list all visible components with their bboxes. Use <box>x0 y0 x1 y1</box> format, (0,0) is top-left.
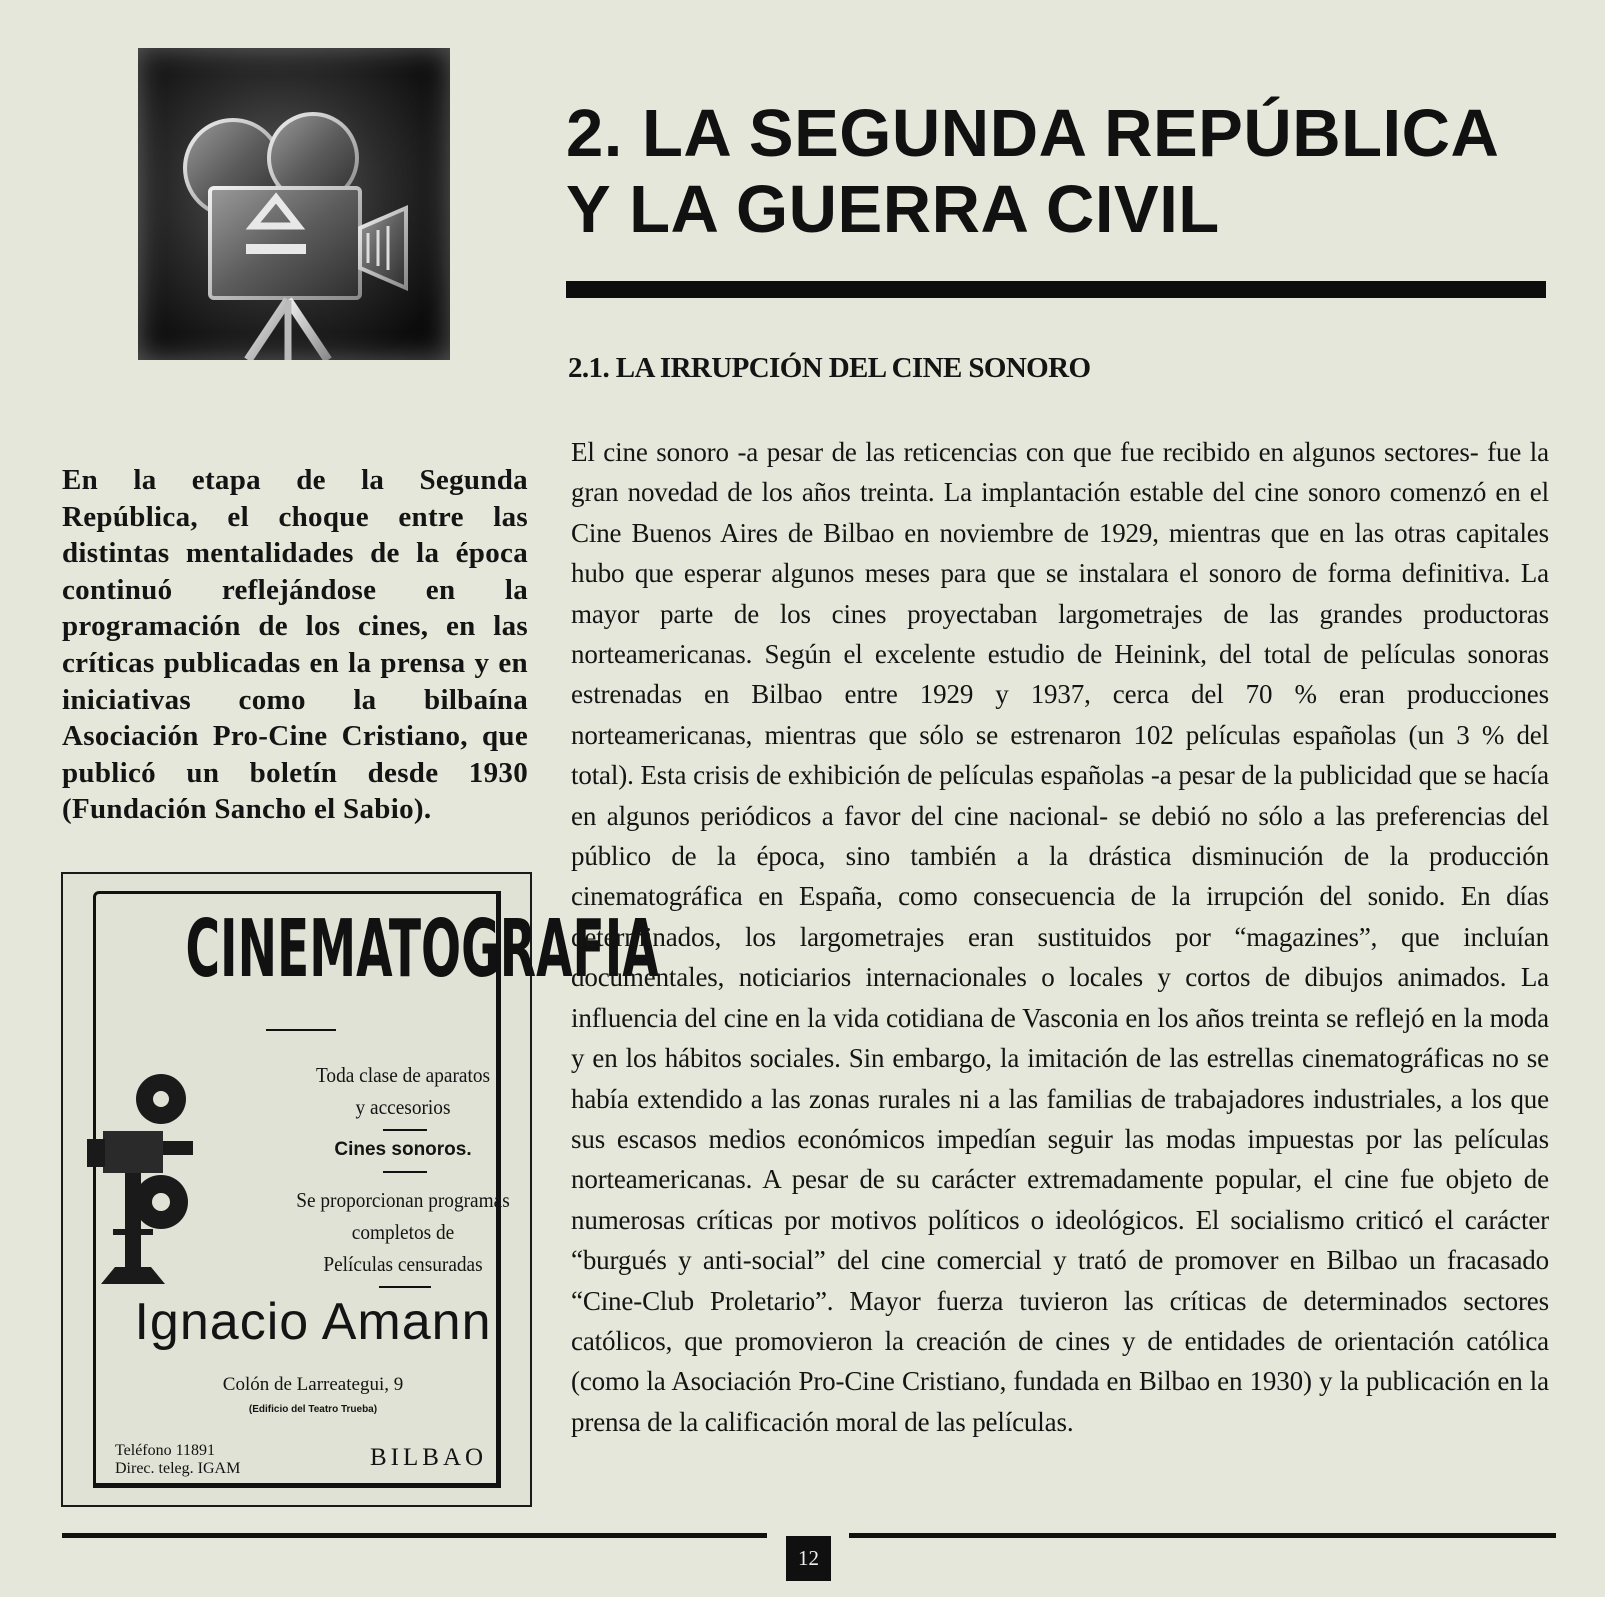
divider <box>383 1129 427 1131</box>
advertisement-line: Películas censuradas <box>323 1252 483 1276</box>
advertisement-city: BILBAO <box>370 1444 488 1471</box>
film-camera-icon <box>138 48 450 360</box>
chapter-title-line: Y LA GUERRA CIVIL <box>566 172 1220 247</box>
advertisement-cines: Cines sonoros. <box>334 1139 472 1160</box>
advertisement <box>61 872 659 1507</box>
divider <box>379 1286 431 1288</box>
footer-rule <box>62 1533 767 1538</box>
advertisement-name: Ignacio Amann <box>134 1293 492 1351</box>
sidebar-caption: En la etapa de la Segunda República, el choque entre las distintas mentalidades de la época continuó reflejándose en la programación de los cines, en las críticas publicadas en la prensa y en iniciativas como la bilbaína Asociación Pro-Cine Cristiano, que publicó un boletín desde 1930 (Fundación Sancho el Sabio). <box>62 464 528 826</box>
advertisement-telegraph: Direc. teleg. IGAM <box>115 1460 241 1477</box>
projector-icon <box>83 1069 193 1299</box>
advertisement-contact <box>115 1442 240 1478</box>
page-number: 12 <box>786 1536 831 1581</box>
advertisement-phone: Teléfono 11891 <box>115 1442 216 1459</box>
advertisement-line: completos de <box>351 1220 455 1244</box>
footer-rule <box>849 1533 1556 1538</box>
chapter-title <box>566 96 1546 248</box>
body-paragraph: El cine sonoro -a pesar de las reticencias con que fue recibido en algunos sectores- fue la gran novedad de los años treinta. La implantación estable del cine sonoro comenzó en el Cine Buenos Aires de Bilbao en noviembre de 1929, mientras que en las otras capitales hubo que esperar algunos meses para que se instalara el sonoro de forma definitiva. La mayor parte de los cines proyectaban largometrajes de las grandes productoras norteamericanas. Según el excelente estudio de Heinink, del total de películas sonoras estrenadas en Bilbao entre 1929 y 1937, cerca del 70 % eran producciones norteamericanas, mientras que sólo se estrenaron 102 películas españolas (un 3 % del total). Esta crisis de exhibición de películas españolas -a pesar de la publicidad que se hacía en algunos periódicos a favor del cine nacional- se debió no sólo a las preferencias del público de la época, sino también a la drástica disminución de la producción cinematográfica en España, como consecuencia de la irrupción del sonido. En días determinados, los largometrajes eran sustituidos por “magazines”, que incluían documentales, noticiarios internacionales o locales y cortos de dibujos animados. La influencia del cine en la vida cotidiana de Vasconia en los años treinta se reflejó en la moda y en los hábitos sociales. Sin embargo, la imitación de las estrellas cinematográficas no se había extendido a las zonas rurales ni a las familias de trabajadores industriales, a los que sus escasos medios económicos impedían seguir las modas impuestas por las películas norteamericanas. A pesar de su carácter extremadamente popular, el cine fue objeto de numerosas críticas por motivos políticos o ideológicos. El socialismo criticó el carácter “burgués y anti-social” del cine comercial y trató de promover en Bilbao un fracasado “Cine-Club Proletario”. Mayor fuerza tuvieron las críticas de determinados sectores católicos, que promovieron la creación de cines y de entidades de orientación católica (como la Asociación Pro-Cine Cristiano, fundada en Bilbao en 1930) y la publicación en la prensa de la calificación moral de las películas. <box>571 437 1549 1437</box>
advertisement-line: Se proporcionan programas <box>296 1188 510 1212</box>
advertisement-address: Colón de Larreategui, 9 <box>222 1374 404 1395</box>
section-heading: 2.1. LA IRRUPCIÓN DEL CINE SONORO <box>568 352 1091 384</box>
advertisement-line: Toda clase de aparatos <box>315 1063 491 1087</box>
divider <box>383 1171 427 1173</box>
chapter-title-line: 2. LA SEGUNDA REPÚBLICA <box>566 96 1500 171</box>
title-underline <box>566 281 1546 298</box>
divider <box>266 1029 336 1031</box>
advertisement-line: y accesorios <box>355 1095 451 1119</box>
advertisement-title: CINEMATOGRAFIA <box>185 901 659 995</box>
advertisement-building: (Edificio del Teatro Trueba) <box>248 1404 378 1415</box>
